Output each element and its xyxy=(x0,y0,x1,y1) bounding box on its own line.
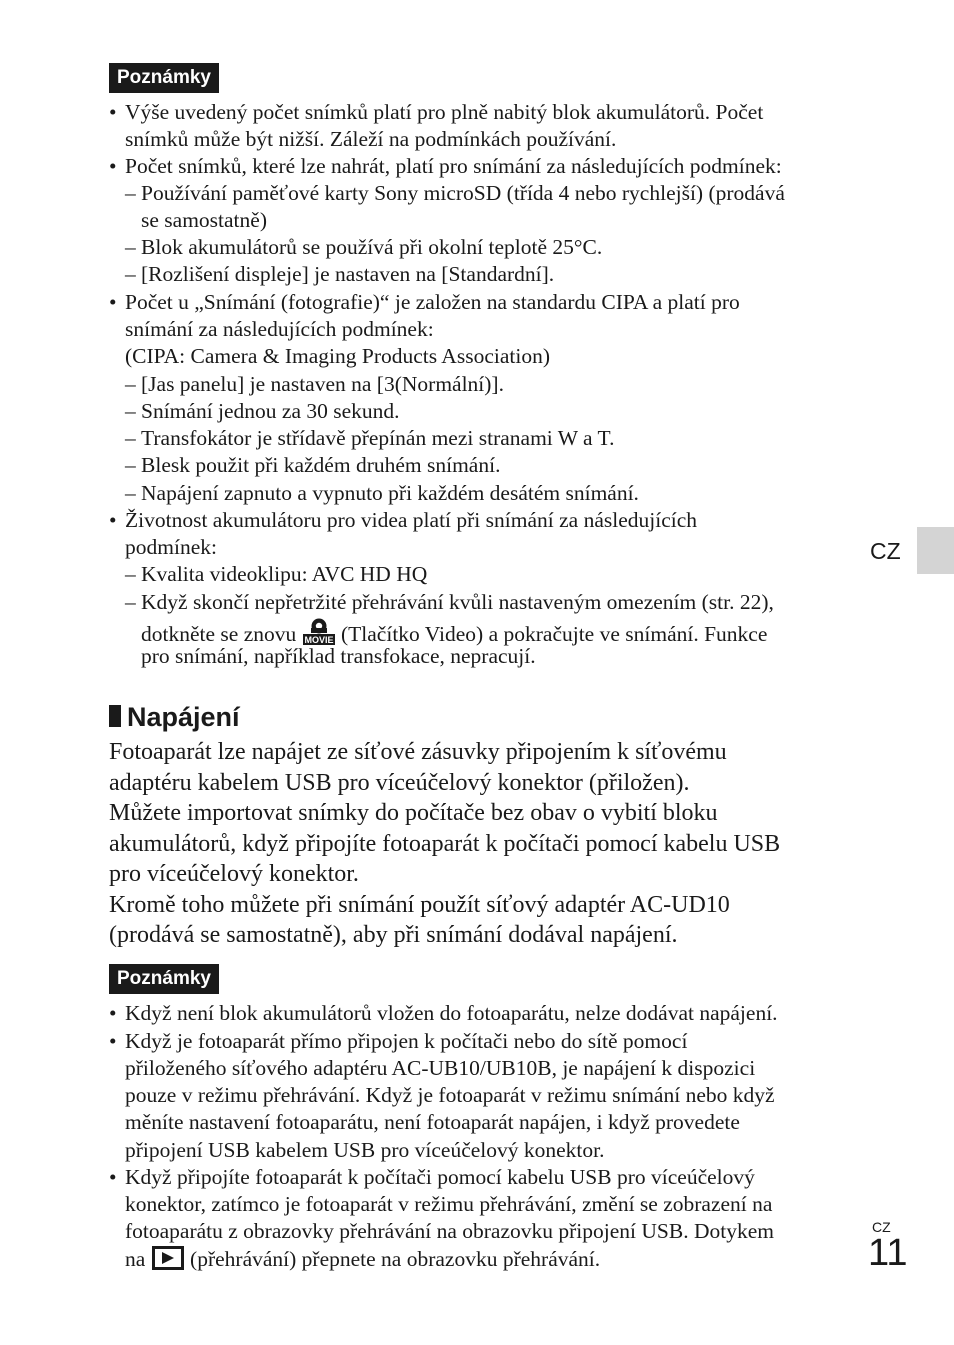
dash: – xyxy=(125,562,136,586)
note-text: Napájení zapnuto a vypnuto při každém desátém snímání. xyxy=(141,481,639,505)
body-text: adaptéru kabelem USB pro víceúčelový konektor (přiložen). xyxy=(109,770,690,796)
dash: – xyxy=(125,453,136,477)
note-text xyxy=(125,1245,600,1278)
note-text: přiloženého síťového adaptéru AC-UB10/UB10B, je napájení k dispozici xyxy=(125,1056,756,1080)
bullet: • xyxy=(109,1001,117,1025)
note-text: Když skončí nepřetržité přehrávání kvůli nastaveným omezením (str. 22), xyxy=(141,590,774,614)
play-icon xyxy=(151,1245,185,1278)
body-text: pro víceúčelový konektor. xyxy=(109,861,359,887)
note-text: snímání za následujících podmínek: xyxy=(125,317,434,341)
note-text: měníte nastavení fotoaparátu, není fotoaparát napájen, i když provedete xyxy=(125,1110,740,1134)
dash: – xyxy=(125,481,136,505)
section-marker-icon xyxy=(109,705,121,727)
note-text: [Jas panelu] je nastaven na [3(Normální)]. xyxy=(141,372,504,396)
notes-badge: Poznámky xyxy=(109,63,219,93)
note-text: Používání paměťové karty Sony microSD (třída 4 nebo rychlejší) (prodává xyxy=(141,181,785,205)
note-text: Životnost akumulátoru pro videa platí při snímání za následujících xyxy=(125,508,697,532)
note-text: Kvalita videoklipu: AVC HD HQ xyxy=(141,562,428,586)
note-text: Blok akumulátorů se používá při okolní teplotě 25°C. xyxy=(141,235,603,259)
dash: – xyxy=(125,590,136,614)
language-label: CZ xyxy=(870,538,901,564)
note-text: Transfokátor je střídavě přepínán mezi stranami W a T. xyxy=(141,426,615,450)
bullet: • xyxy=(109,1029,117,1053)
note-text: Blesk použit při každém druhém snímání. xyxy=(141,453,501,477)
note-text: se samostatně) xyxy=(141,208,267,232)
note-text: pro snímání, například transfokace, nepracují. xyxy=(141,644,536,668)
page-number: 11 xyxy=(868,1232,908,1274)
bullet: • xyxy=(109,100,117,124)
note-text: Počet snímků, které lze nahrát, platí pro snímání za následujících podmínek: xyxy=(125,154,782,178)
dash: – xyxy=(125,399,136,423)
body-text: (prodává se samostatně), aby při snímání dodával napájení. xyxy=(109,922,678,948)
section-title xyxy=(109,701,240,733)
note-text: připojení USB kabelem USB pro víceúčelový konektor. xyxy=(125,1138,605,1162)
dash: – xyxy=(125,372,136,396)
note-text: [Rozlišení displeje] je nastaven na [Standardní]. xyxy=(141,262,555,286)
note-text: konektor, zatímco je fotoaparát v režimu přehrávání, změní se zobrazení na xyxy=(125,1192,773,1216)
bullet: • xyxy=(109,154,117,178)
note-text: snímků může být nižší. Záleží na podmínkách používání. xyxy=(125,127,617,151)
note-text: Když je fotoaparát přímo připojen k počítači nebo do sítě pomocí xyxy=(125,1029,688,1053)
body-text: akumulátorů, když připojíte fotoaparát k počítači pomocí kabelu USB xyxy=(109,831,781,857)
dash: – xyxy=(125,426,136,450)
body-text: Můžete importovat snímky do počítače bez obav o vybití bloku xyxy=(109,800,718,826)
bullet: • xyxy=(109,1165,117,1189)
note-text: Počet u „Snímání (fotografie)“ je založen na standardu CIPA a platí pro xyxy=(125,290,740,314)
note-text: (CIPA: Camera & Imaging Products Association) xyxy=(125,344,550,368)
note-text: pouze v režimu přehrávání. Když je fotoaparát v režimu snímání nebo když xyxy=(125,1083,775,1107)
bullet: • xyxy=(109,508,117,532)
bullet: • xyxy=(109,290,117,314)
note-text-part: na xyxy=(125,1247,146,1271)
movie-icon-label: MOVIE xyxy=(304,635,334,646)
notes-badge: Poznámky xyxy=(109,964,219,994)
dash: – xyxy=(125,235,136,259)
note-text-part: (přehrávání) přepnete na obrazovku přehrávání. xyxy=(190,1247,601,1271)
dash: – xyxy=(125,262,136,286)
note-text: Když připojíte fotoaparát k počítači pomocí kabelu USB pro víceúčelový xyxy=(125,1165,755,1189)
page-language: CZ xyxy=(872,1219,891,1235)
body-text: Kromě toho můžete při snímání použít síťový adaptér AC-UD10 xyxy=(109,892,730,918)
language-tab xyxy=(917,527,954,574)
body-text: Fotoaparát lze napájet ze síťové zásuvky připojením k síťovému xyxy=(109,739,727,765)
note-text: Výše uvedený počet snímků platí pro plně nabitý blok akumulátorů. Počet xyxy=(125,100,764,124)
note-text-part: dotkněte se znovu xyxy=(141,622,297,646)
note-text: fotoaparátu z obrazovky přehrávání na obrazovku připojení USB. Dotykem xyxy=(125,1219,774,1243)
note-text: podmínek: xyxy=(125,535,217,559)
note-text: Snímání jednou za 30 sekund. xyxy=(141,399,400,423)
dash: – xyxy=(125,181,136,205)
section-title-text: Napájení xyxy=(127,702,240,732)
note-text: Když není blok akumulátorů vložen do fotoaparátu, nelze dodávat napájení. xyxy=(125,1001,778,1025)
note-text-part: (Tlačítko Video) a pokračujte ve snímání. Funkce xyxy=(341,622,768,646)
